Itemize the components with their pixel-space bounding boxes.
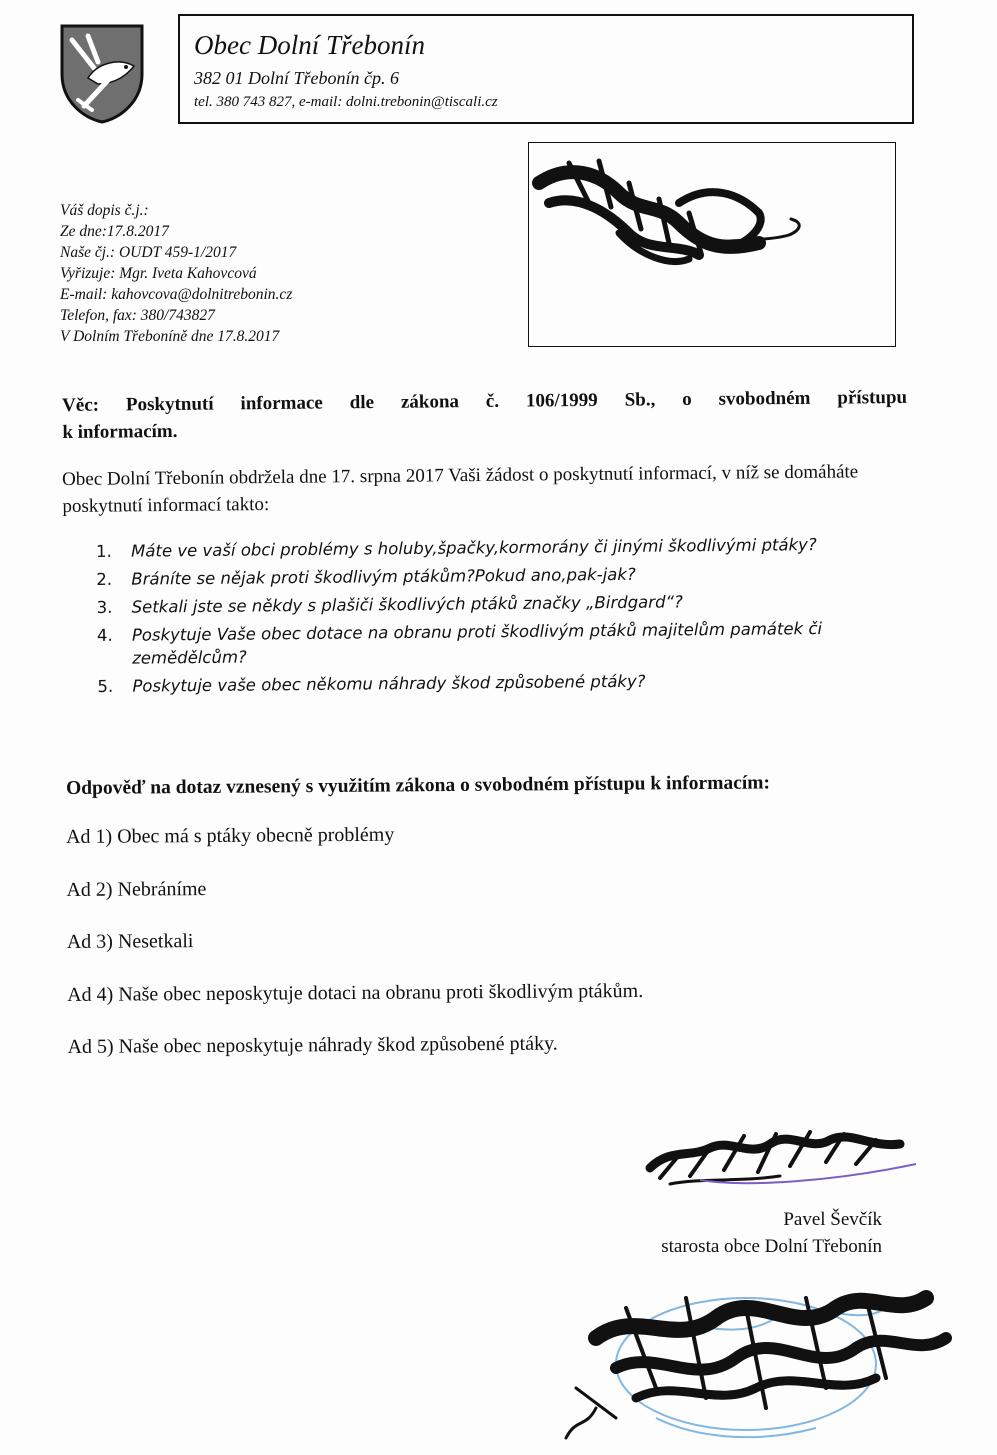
municipality-contact: tel. 380 743 827, e-mail: dolni.trebonin@tiscali.cz bbox=[194, 94, 498, 110]
reference-block bbox=[60, 200, 292, 347]
question-number: 2. bbox=[96, 569, 113, 589]
question-text: Poskytuje Vaše obec dotace na obranu proti škodlivým ptáků majitelům památek či zemědělcům? bbox=[131, 619, 823, 668]
ref-place-date: V Dolním Třeboníně dne 17.8.2017 bbox=[60, 328, 280, 345]
ref-handled-by: Vyřizuje: Mgr. Iveta Kahovcová bbox=[60, 265, 257, 282]
redacted-recipient-box bbox=[528, 142, 896, 347]
municipality-address: 382 01 Dolní Třebonín čp. 6 bbox=[194, 68, 399, 88]
coat-of-arms-icon bbox=[58, 22, 146, 124]
answer-heading: Odpověď na dotaz vznesený s využitím zákona o svobodném přístupu k informacím: bbox=[66, 772, 771, 799]
signer-block bbox=[640, 1206, 940, 1260]
list-item bbox=[97, 589, 857, 619]
question-number: 5. bbox=[97, 676, 114, 696]
subject-line-1: Věc: Poskytnutí informace dle zákona č. 106/1999 Sb., o svobodném přístupu bbox=[62, 386, 908, 416]
intro-paragraph: Obec Dolní Třebonín obdržela dne 17. srpna 2017 Vaši žádost o poskytnutí informací, v níž se domáháte poskytnutí informací takto: bbox=[62, 461, 859, 517]
question-number: 3. bbox=[96, 597, 113, 617]
municipality-name: Obec Dolní Třebonín bbox=[194, 30, 425, 60]
answer-item: Ad 5) Naše obec neposkytuje náhrady škod způsobené ptáky. bbox=[67, 1032, 558, 1058]
subject-line-2: k informacím. bbox=[62, 420, 178, 443]
question-text: Poskytuje vaše obec někomu náhrady škod způsobené ptáky? bbox=[132, 671, 646, 696]
question-text: Setkali jste se někdy s plašiči škodlivých ptáků značky „Birdgard“? bbox=[131, 592, 683, 617]
list-item bbox=[97, 668, 857, 698]
redaction-scribble bbox=[529, 143, 897, 348]
redacted-official-stamp bbox=[556, 1268, 976, 1453]
ref-your-letter: Váš dopis č.j.: bbox=[60, 202, 149, 219]
signer-role: starosta obce Dolní Třebonín bbox=[661, 1236, 882, 1257]
answer-item: Ad 2) Nebráníme bbox=[66, 877, 207, 901]
letterhead-box bbox=[178, 14, 914, 124]
ref-date: Ze dne:17.8.2017 bbox=[60, 223, 169, 240]
list-item bbox=[97, 617, 857, 670]
answer-item: Ad 4) Naše obec neposkytuje dotaci na obranu proti škodlivým ptákům. bbox=[67, 979, 644, 1006]
answer-item: Ad 3) Nesetkali bbox=[66, 930, 194, 953]
ref-email: E-mail: kahovcova@dolnitrebonin.cz bbox=[60, 286, 293, 303]
question-number: 4. bbox=[96, 625, 113, 645]
answer-item: Ad 1) Obec má s ptáky obecně problémy bbox=[66, 823, 395, 848]
question-list bbox=[96, 533, 858, 703]
list-item bbox=[96, 533, 856, 563]
signer-name: Pavel Ševčík bbox=[783, 1209, 882, 1230]
ref-our-number: Naše čj.: OUDT 459-1/2017 bbox=[60, 244, 237, 261]
subject-line bbox=[62, 384, 907, 446]
answer-list bbox=[66, 822, 644, 1089]
question-text: Bráníte se nějak proti škodlivým ptákům?Pokud ano,pak-jak? bbox=[131, 564, 636, 589]
question-text: Máte ve vaší obci problémy s holuby,špačky,kormorány či jinými škodlivými ptáky? bbox=[131, 535, 817, 561]
question-number: 1. bbox=[96, 541, 112, 561]
ref-phone: Telefon, fax: 380/743827 bbox=[60, 307, 215, 324]
list-item bbox=[96, 561, 856, 591]
redacted-signature bbox=[640, 1118, 930, 1203]
